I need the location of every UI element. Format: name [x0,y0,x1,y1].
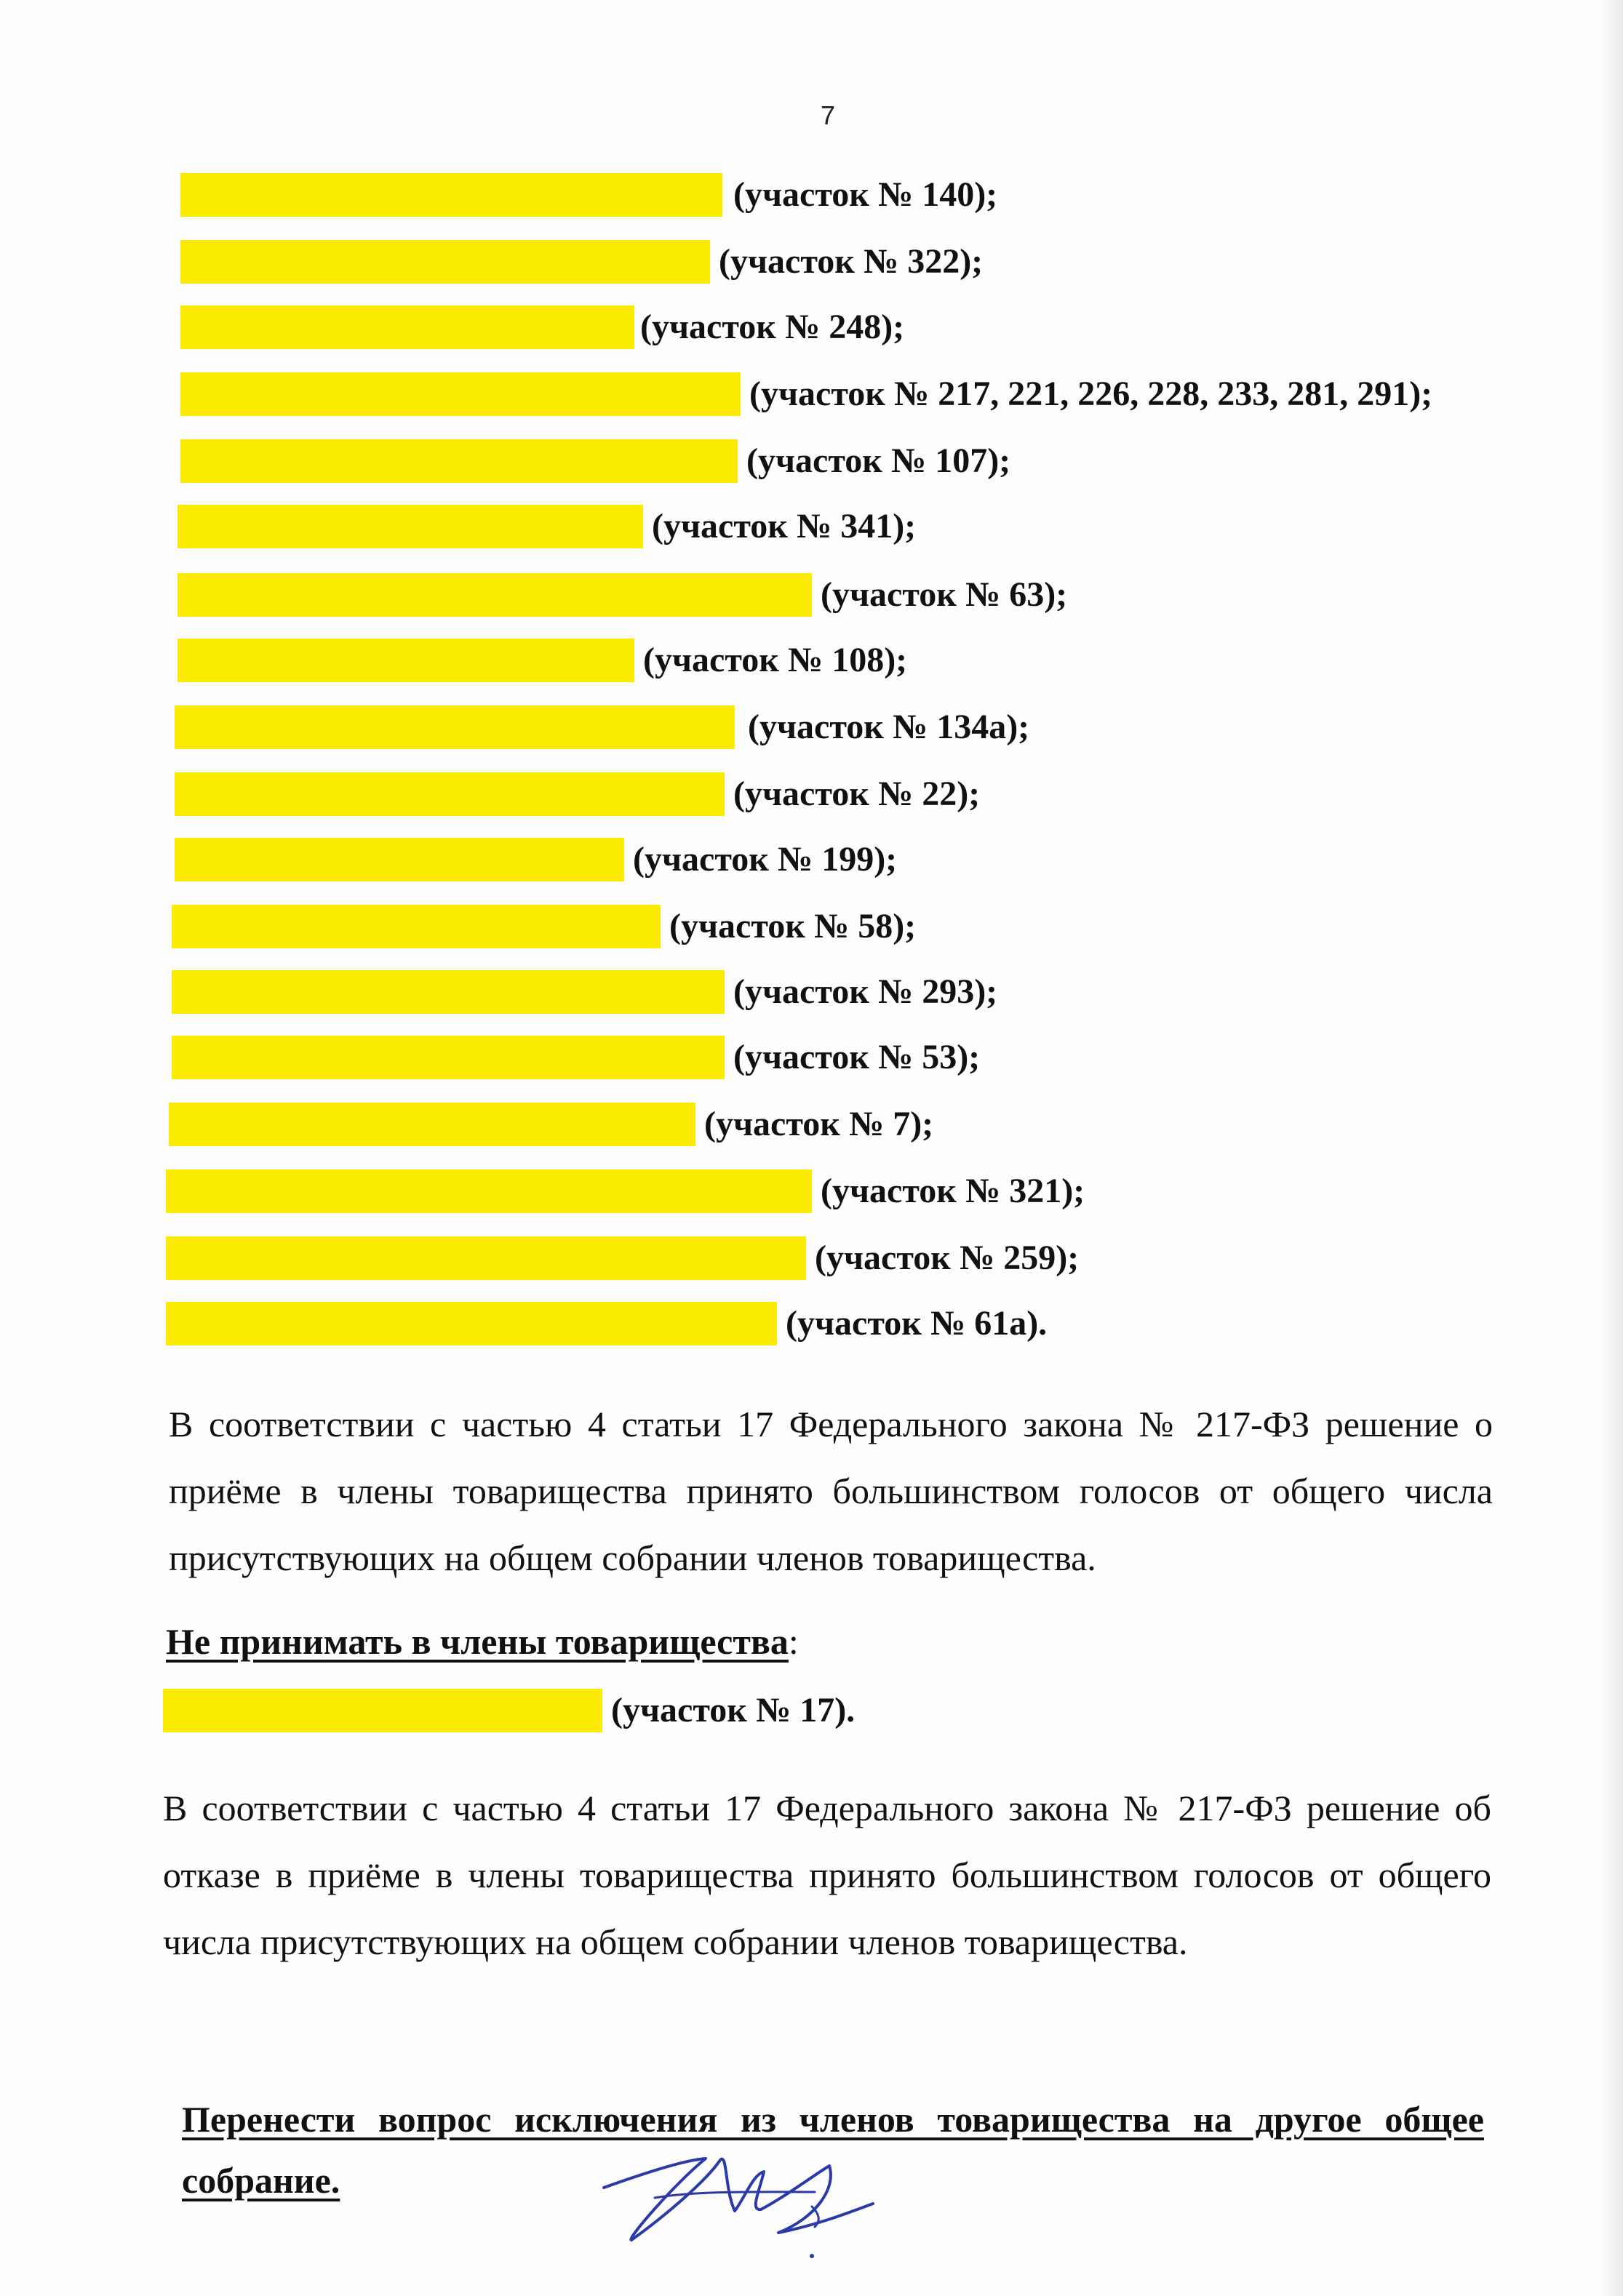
plot-number: (участок № 199); [633,840,898,879]
reject-decision-paragraph: В соответствии с частью 4 статьи 17 Федерального закона № 217-ФЗ решение об отказе в приёме в члены товарищества принято большинством голосов от общего числа присутствующих на общем собрании членов товарищества. [163,1788,1491,1962]
plot-number: (участок № 259); [815,1239,1080,1277]
redacted-name [166,1302,777,1345]
plot-number: (участок № 61а). [786,1304,1048,1343]
scan-edge-shadow [1600,0,1623,2296]
plot-number: (участок № 341); [652,507,917,545]
plot-number: (участок № 293); [733,972,998,1011]
redacted-name [175,838,624,881]
plot-number: (участок № 134а); [748,708,1030,746]
redacted-name [178,639,634,682]
plot-number: (участок № 107); [746,441,1011,480]
redacted-name [180,240,710,284]
accept-decision-paragraph: В соответствии с частью 4 статьи 17 Федерального закона № 217-ФЗ решение о приёме в члены товарищества принято большинством голосов от общего числа присутствующих на общем собрании членов товарищества. [169,1404,1493,1578]
redacted-name [166,1236,806,1280]
redacted-name [180,305,634,349]
postpone-heading: Перенести вопрос исключения из членов товарищества на другое общее собрание. [182,2099,1484,2201]
redacted-name [172,1036,725,1079]
reject-heading [166,1620,799,1663]
redacted-name [172,905,661,948]
plot-number: (участок № 217, 221, 226, 228, 233, 281, 291); [749,375,1433,413]
reject-heading-colon: : [788,1621,799,1662]
plot-number: (участок № 22); [733,775,981,813]
plot-number: (участок № 63); [821,575,1068,614]
plot-number: (участок № 58); [669,907,917,945]
plot-number: (участок № 108); [643,641,908,679]
redacted-name [180,372,741,416]
plot-number: (участок № 53); [733,1038,981,1076]
page-number: 7 [821,100,836,130]
reject-heading-text: Не принимать в члены товарищества [166,1621,789,1662]
redacted-name [178,573,812,617]
plot-number: (участок № 322); [719,242,984,281]
plot-number: (участок № 140); [733,175,998,214]
redacted-name [180,439,738,483]
plot-number: (участок № 17). [611,1691,856,1729]
plot-number: (участок № 7); [704,1105,934,1143]
redacted-name [172,970,725,1014]
redacted-name [166,1169,812,1213]
redacted-name [180,173,722,217]
signature-image [597,2131,902,2276]
redacted-name [169,1103,695,1146]
plot-number: (участок № 321); [821,1172,1085,1210]
redacted-name [178,505,643,548]
redacted-name [163,1689,602,1732]
plot-number: (участок № 248); [640,308,905,346]
redacted-name [175,705,735,749]
redacted-name [175,772,725,816]
